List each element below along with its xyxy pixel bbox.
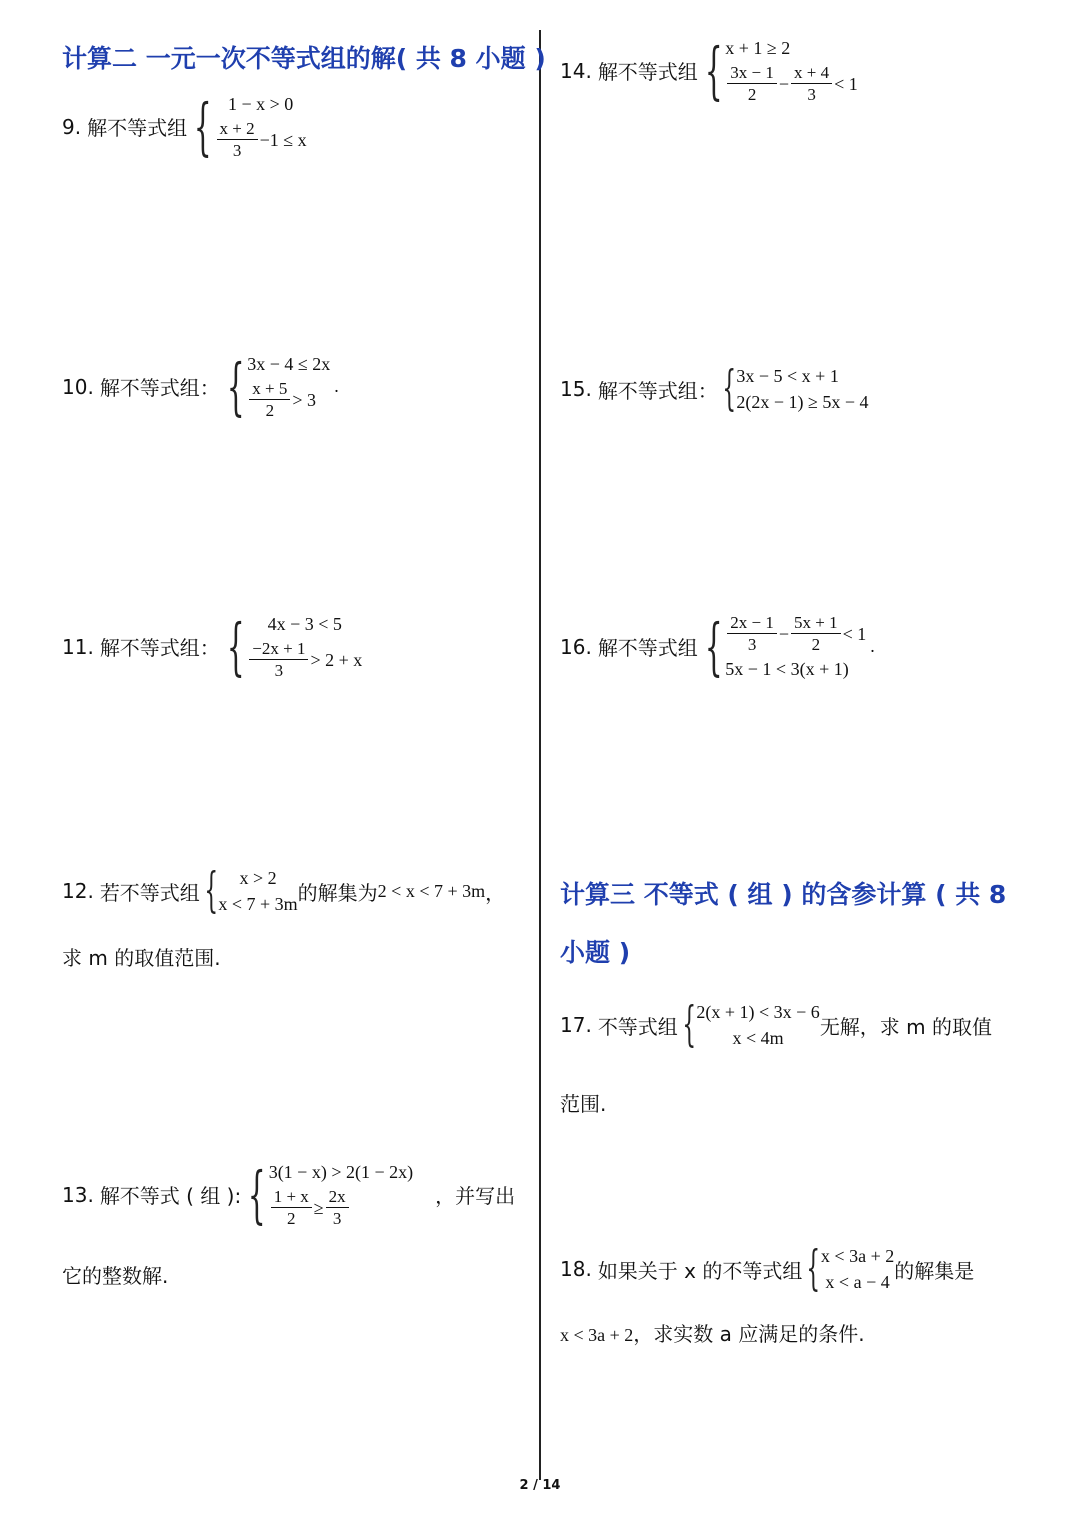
- page-number: 2 / 14: [519, 1478, 561, 1493]
- problem-text: 无解，求 m 的取值: [819, 1014, 993, 1039]
- inequality-system: [700, 33, 858, 107]
- problem-13: [62, 1157, 516, 1231]
- problem-10: [62, 349, 339, 423]
- inequality-system: [222, 349, 331, 423]
- section-title-3-line-2: 小题 ): [560, 938, 631, 967]
- inequality-line-2: [247, 378, 330, 421]
- problem-number: 17.: [560, 1013, 592, 1037]
- fraction-denominator: 2: [265, 401, 275, 420]
- fraction-numerator: 2x − 1: [727, 612, 777, 634]
- section-title-2: 计算二 一元一次不等式组的解( 共 8 小题 ): [62, 44, 546, 73]
- fraction-numerator: x + 2: [217, 118, 258, 140]
- problem-11: [62, 609, 363, 683]
- problem-stem: 解不等式组: [597, 60, 698, 84]
- fraction-denominator: 3: [332, 1209, 342, 1228]
- inequality-line-1: x > 2: [239, 868, 277, 888]
- fraction-numerator: x + 5: [249, 378, 290, 400]
- fraction-numerator: 2x: [326, 1186, 349, 1208]
- fraction-numerator: 5x + 1: [791, 612, 841, 634]
- operator: ≥: [313, 1197, 324, 1218]
- left-brace-icon: {: [204, 862, 218, 919]
- fraction: [249, 638, 308, 681]
- problem-number: 16.: [560, 634, 592, 659]
- inequality-tail: −1 ≤ x: [259, 129, 307, 150]
- fraction: [326, 1186, 349, 1229]
- left-brace-icon: {: [248, 1157, 266, 1231]
- fraction-numerator: x + 4: [791, 62, 832, 84]
- inequality-line-1: x < 3a + 2: [820, 1246, 895, 1266]
- problem-number: 13.: [62, 1182, 94, 1207]
- inequality-system: [720, 360, 869, 417]
- inequality-line-1: x + 1 ≥ 2: [725, 38, 791, 58]
- problem-stem: 解不等式 ( 组 ):: [99, 1184, 242, 1208]
- left-brace-icon: {: [682, 996, 696, 1053]
- inequality-system: [243, 1157, 414, 1231]
- problem-text: ，并写出: [435, 1184, 516, 1208]
- fraction-denominator: 2: [286, 1209, 296, 1228]
- inequality-line-1: 1 − x > 0: [227, 94, 294, 114]
- problem-stem: 若不等式组: [99, 880, 200, 905]
- inequality-line-2: x < 4m: [732, 1028, 784, 1048]
- inequality-line-2: 5x − 1 < 3(x + 1): [725, 659, 849, 679]
- problem-text: 的解集是: [894, 1258, 975, 1283]
- problem-18-continuation: [560, 1318, 865, 1347]
- problem-18: [560, 1240, 975, 1297]
- problem-stem: 解不等式组：: [99, 376, 220, 400]
- fraction-numerator: 1 + x: [271, 1186, 312, 1208]
- problem-number: 15.: [560, 377, 592, 401]
- problem-number: 10.: [62, 374, 94, 399]
- problem-12-continuation: 求 m 的取值范围.: [62, 946, 221, 970]
- problem-number: 12.: [62, 879, 94, 903]
- problem-stem: 不等式组: [597, 1014, 678, 1039]
- problem-17: [560, 996, 993, 1053]
- inequality-line-2: [725, 62, 858, 105]
- fraction-denominator: 3: [807, 85, 816, 104]
- problem-text: ，求实数 a 应满足的条件.: [633, 1322, 865, 1346]
- left-brace-icon: {: [722, 360, 736, 417]
- problem-number: 11.: [62, 634, 94, 659]
- inequality-line-1: 3x − 4 ≤ 2x: [247, 354, 331, 374]
- fraction-denominator: 3: [232, 141, 242, 160]
- inequality-tail: > 2 + x: [310, 649, 363, 670]
- problem-stem: 解不等式组: [597, 636, 698, 660]
- problem-text: 的解集为: [297, 880, 378, 905]
- solution-set-math: x < 3a + 2: [560, 1325, 634, 1345]
- inequality-system: [804, 1240, 895, 1297]
- left-brace-icon: {: [193, 89, 212, 163]
- inequality-line-2: 2(2x − 1) ≥ 5x − 4: [736, 392, 869, 412]
- left-brace-icon: {: [226, 349, 245, 423]
- problem-number: 9.: [62, 114, 82, 139]
- inequality-line-1: 3(1 − x) > 2(1 − 2x): [268, 1162, 414, 1182]
- inequality-system: [700, 609, 867, 683]
- problem-stem: 解不等式组：: [99, 636, 220, 660]
- inequality-line-1: 4x − 3 < 5: [267, 614, 342, 634]
- left-brace-icon: {: [704, 33, 723, 107]
- fraction: [791, 62, 832, 105]
- section-title-3-line-1: 计算三 不等式 ( 组 ) 的含参计算 ( 共 8: [560, 880, 1007, 909]
- inequality-tail: < 1: [834, 73, 858, 94]
- problem-15: [560, 360, 869, 417]
- inequality-line-2: [247, 638, 362, 681]
- fraction-denominator: 2: [747, 85, 757, 104]
- inequality-system: [189, 89, 307, 163]
- inequality-line-2: x < a − 4: [825, 1272, 890, 1292]
- inequality-system: [202, 862, 298, 919]
- fraction-denominator: 2: [811, 635, 821, 654]
- fraction: [727, 612, 777, 655]
- problem-stem: 解不等式组: [87, 116, 188, 140]
- inequality-line-2: [269, 1186, 413, 1229]
- fraction: [217, 118, 258, 161]
- inequality-line-2: x < 7 + 3m: [218, 894, 298, 914]
- problem-12: [62, 862, 506, 919]
- fraction-denominator: 3: [747, 635, 757, 654]
- inequality-tail: < 1: [842, 623, 867, 644]
- problem-text: ，: [485, 880, 506, 905]
- fraction: [727, 62, 777, 105]
- problem-number: 14.: [560, 58, 592, 83]
- operator: −: [778, 73, 790, 94]
- trailing-period: .: [334, 376, 339, 396]
- inequality-line-1: 2(x + 1) < 3x − 6: [696, 1002, 820, 1022]
- inequality-line-1: [725, 612, 866, 655]
- fraction: [271, 1186, 312, 1229]
- fraction-numerator: 3x − 1: [727, 62, 777, 84]
- problem-9: [62, 89, 307, 163]
- problem-stem: 解不等式组：: [597, 378, 718, 403]
- left-brace-icon: {: [806, 1240, 821, 1297]
- inequality-system: [680, 996, 820, 1053]
- left-brace-icon: {: [226, 609, 245, 683]
- solution-set-math: 2 < x < 7 + 3m: [377, 880, 486, 901]
- problem-stem: 如果关于 x 的不等式组: [597, 1258, 803, 1283]
- fraction-numerator: −2x + 1: [249, 638, 308, 660]
- problem-number: 18.: [560, 1257, 592, 1281]
- fraction-denominator: 3: [274, 661, 284, 680]
- left-brace-icon: {: [704, 609, 723, 683]
- fraction: [249, 378, 290, 421]
- problem-16: [560, 609, 875, 683]
- fraction: [791, 612, 841, 655]
- problem-17-continuation: 范围.: [560, 1092, 607, 1116]
- trailing-period: .: [870, 636, 875, 656]
- inequality-system: [222, 609, 363, 683]
- problem-13-continuation: 它的整数解.: [62, 1264, 169, 1288]
- operator: −: [778, 623, 790, 644]
- inequality-line-1: 3x − 5 < x + 1: [736, 366, 839, 386]
- inequality-line-2: [215, 118, 307, 161]
- column-divider: [539, 30, 541, 1480]
- inequality-tail: > 3: [292, 389, 317, 410]
- problem-14: [560, 33, 858, 107]
